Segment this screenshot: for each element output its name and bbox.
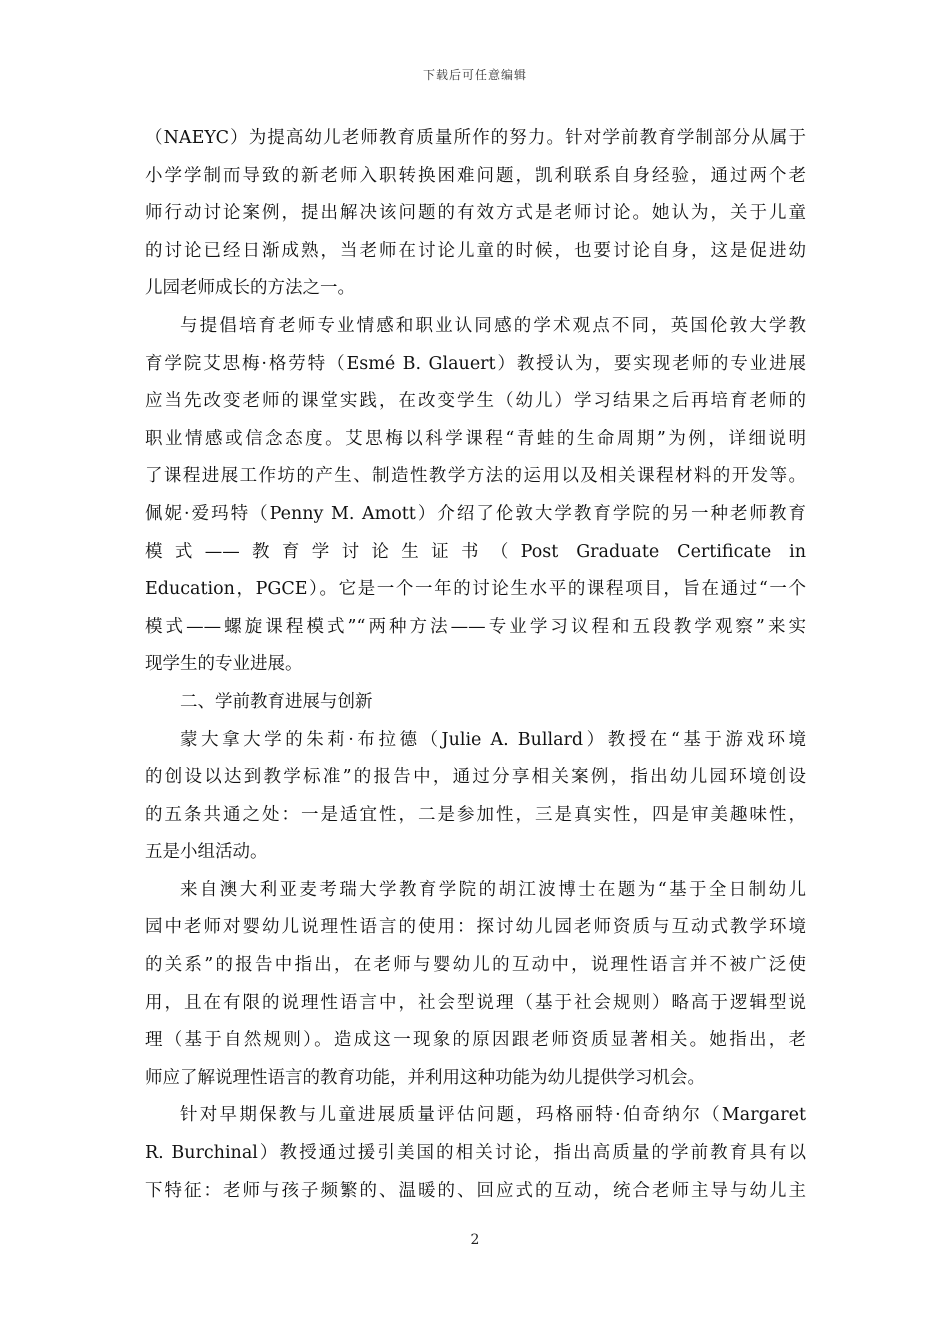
text-line: 的五条共通之处：一是适宜性，二是参加性，三是真实性，四是审美趣味性， bbox=[145, 804, 806, 825]
text-line: 园中老师对婴幼儿说理性语言的使用：探讨幼儿园老师资质与互动式教学环境 bbox=[145, 917, 806, 938]
text-line: 职业情感或信念态度。艾思梅以科学课程“青蛙的生命周期”为例，详细说明 bbox=[145, 428, 806, 449]
text-line: Education，PGCE）。它是一个一年的讨论生水平的课程项目，旨在通过“一个 bbox=[145, 579, 806, 600]
body-text bbox=[145, 120, 806, 1210]
text-line: 来自澳大利亚麦考瑞大学教育学院的胡江波博士在题为“基于全日制幼儿 bbox=[180, 879, 806, 900]
page-header: 下载后可任意编辑 bbox=[422, 68, 527, 82]
text-line: 的讨论已经日渐成熟，当老师在讨论儿童的时候，也要讨论自身，这是促进幼 bbox=[145, 240, 806, 261]
text-line: 佩妮·爱玛特（Penny M. Amott）介绍了伦敦大学教育学院的另一种老师教育 bbox=[145, 503, 806, 524]
section-heading: 二、学前教育进展与创新 bbox=[180, 691, 373, 712]
text-line: 小学学制而导致的新老师入职转换困难问题，凯利联系自身经验，通过两个老 bbox=[145, 165, 806, 186]
text-line: 的关系”的报告中指出，在老师与婴幼儿的互动中，说理性语言并不被广泛使 bbox=[145, 955, 806, 976]
text-line: 下特征：老师与孩子频繁的、温暖的、回应式的互动，统合老师主导与幼儿主 bbox=[145, 1180, 806, 1201]
text-line: 针对早期保教与儿童进展质量评估问题，玛格丽特·伯奇纳尔（Margaret bbox=[180, 1105, 806, 1126]
page-number: 2 bbox=[470, 1232, 480, 1248]
text-line: 现学生的专业进展。 bbox=[145, 654, 303, 675]
text-line: 育学院艾思梅·格劳特（Esmé B. Glauert）教授认为，要实现老师的专业进展 bbox=[145, 353, 806, 374]
text-line: 用，且在有限的说理性语言中，社会型说理（基于社会规则）略高于逻辑型说 bbox=[145, 992, 806, 1013]
text-line: 蒙大拿大学的朱莉·布拉德（Julie A. Bullard）教授在“基于游戏环境 bbox=[180, 729, 806, 750]
text-line: R. Burchinal）教授通过援引美国的相关讨论，指出高质量的学前教育具有以 bbox=[145, 1143, 806, 1164]
text-line: 师行动讨论案例，提出解决该问题的有效方式是老师讨论。她认为，关于儿童 bbox=[145, 203, 806, 224]
text-line: 模式——螺旋课程模式”“两种方法——专业学习议程和五段教学观察”来实 bbox=[145, 616, 806, 637]
text-line: 的创设以达到教学标准”的报告中，通过分享相关案例，指出幼儿园环境创设 bbox=[145, 767, 806, 788]
text-line: 理（基于自然规则）。造成这一现象的原因跟老师资质显著相关。她指出，老 bbox=[145, 1030, 806, 1051]
text-line: 师应了解说理性语言的教育功能，并利用这种功能为幼儿提供学习机会。 bbox=[145, 1067, 705, 1088]
text-line: 应当先改变老师的课堂实践，在改变学生（幼儿）学习结果之后再培育老师的 bbox=[145, 391, 806, 412]
text-line: 五是小组活动。 bbox=[145, 842, 268, 863]
text-line: 了课程进展工作坊的产生、制造性教学方法的运用以及相关课程材料的开发等。 bbox=[145, 466, 806, 487]
text-line: 儿园老师成长的方法之一。 bbox=[145, 278, 355, 299]
text-line: （NAEYC）为提高幼儿老师教育质量所作的努力。针对学前教育学制部分从属于 bbox=[145, 128, 806, 148]
text-line: 与提倡培育老师专业情感和职业认同感的学术观点不同，英国伦敦大学教 bbox=[180, 315, 806, 336]
text-line: 模式——教育学讨论生证书（Post Graduate Certificate in bbox=[145, 541, 806, 562]
